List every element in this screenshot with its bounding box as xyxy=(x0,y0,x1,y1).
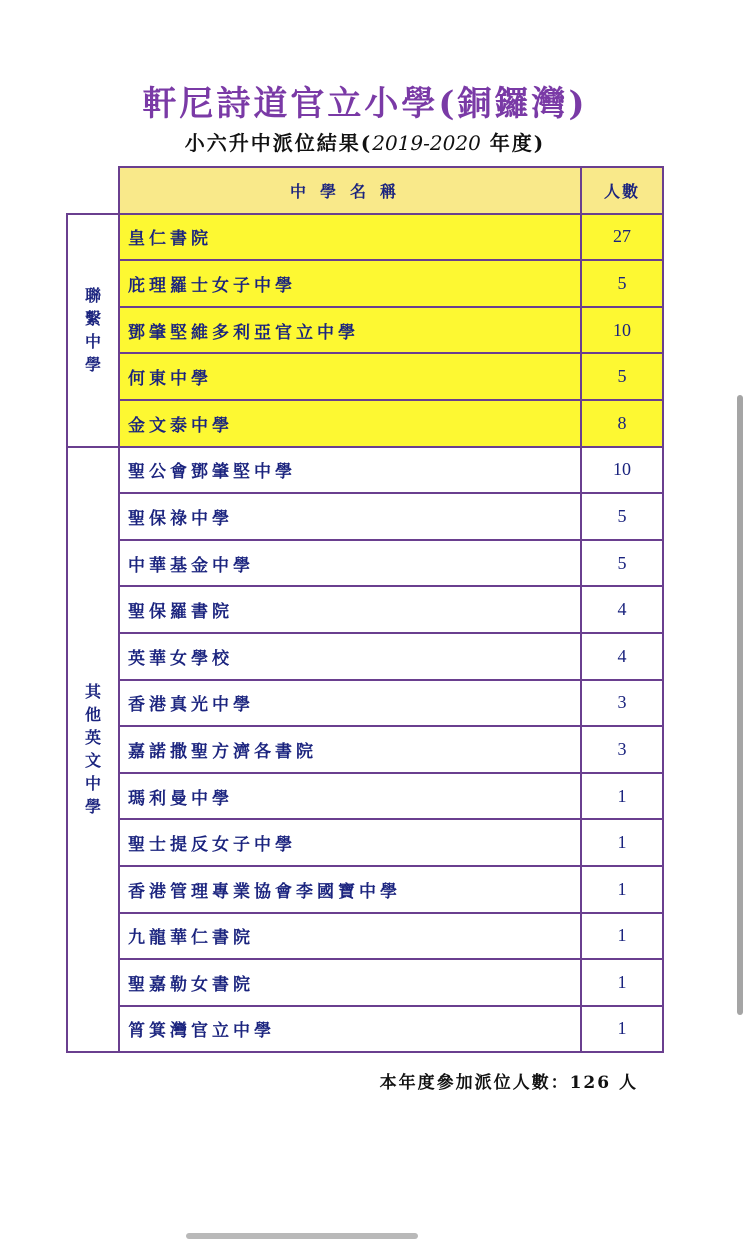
table-row xyxy=(67,260,663,307)
student-count: 5 xyxy=(581,260,663,307)
school-name: 瑪利曼中學 xyxy=(119,773,581,820)
student-count: 10 xyxy=(581,447,663,494)
school-name: 聖嘉勒女書院 xyxy=(119,959,581,1006)
school-name: 中華基金中學 xyxy=(119,540,581,587)
student-count: 5 xyxy=(581,493,663,540)
student-count: 3 xyxy=(581,680,663,727)
group-label-char: 其 xyxy=(84,682,101,702)
group-label-char: 文 xyxy=(84,751,101,771)
group-label-linked-schools xyxy=(67,214,119,447)
student-count: 27 xyxy=(581,214,663,261)
total-participants: 本年度參加派位人數：126 人 xyxy=(379,1073,638,1093)
school-name: 嘉諾撒聖方濟各書院 xyxy=(119,726,581,773)
table-row xyxy=(67,493,663,540)
group-label-char: 繫 xyxy=(84,309,101,329)
student-count: 5 xyxy=(581,540,663,587)
table-row xyxy=(67,214,663,261)
group-label-char: 英 xyxy=(84,728,101,748)
school-name: 香港管理專業協會李國寶中學 xyxy=(119,866,581,913)
school-name: 鄧肇堅維多利亞官立中學 xyxy=(119,307,581,354)
student-count: 10 xyxy=(581,307,663,354)
table-row xyxy=(67,959,663,1006)
school-name: 何東中學 xyxy=(119,353,581,400)
table-row xyxy=(67,400,663,447)
school-name: 香港真光中學 xyxy=(119,680,581,727)
student-count: 1 xyxy=(581,959,663,1006)
student-count: 8 xyxy=(581,400,663,447)
table-row xyxy=(67,586,663,633)
group-label-char: 中 xyxy=(84,332,101,352)
school-name: 皇仁書院 xyxy=(119,214,581,261)
home-indicator[interactable] xyxy=(186,1233,418,1239)
student-count: 1 xyxy=(581,866,663,913)
group-label-char: 學 xyxy=(84,355,101,375)
table-row xyxy=(67,447,663,494)
subtitle-year: 2019-2020 xyxy=(372,131,481,155)
page-subtitle xyxy=(0,127,730,156)
student-count: 3 xyxy=(581,726,663,773)
table-row xyxy=(67,726,663,773)
allocation-table xyxy=(66,166,664,1053)
student-count: 1 xyxy=(581,819,663,866)
group-label-char: 他 xyxy=(84,705,101,725)
table-row xyxy=(67,819,663,866)
school-name: 聖保羅書院 xyxy=(119,586,581,633)
group-label-other-english-schools xyxy=(67,447,119,1053)
table-row xyxy=(67,866,663,913)
table-row xyxy=(67,633,663,680)
group-label-char: 聯 xyxy=(84,286,101,306)
table-row xyxy=(67,353,663,400)
subtitle-end: 年度) xyxy=(480,131,546,155)
school-name: 聖公會鄧肇堅中學 xyxy=(119,447,581,494)
table-row xyxy=(67,1006,663,1053)
school-name: 聖士提反女子中學 xyxy=(119,819,581,866)
table-header-row xyxy=(67,167,663,214)
school-name: 九龍華仁書院 xyxy=(119,913,581,960)
page-title: 軒尼詩道官立小學(銅鑼灣) xyxy=(142,84,588,124)
school-name: 金文泰中學 xyxy=(119,400,581,447)
scrollbar[interactable] xyxy=(737,395,743,1015)
student-count: 4 xyxy=(581,633,663,680)
school-name: 庇理羅士女子中學 xyxy=(119,260,581,307)
student-count: 1 xyxy=(581,773,663,820)
student-count: 1 xyxy=(581,1006,663,1053)
table-corner xyxy=(67,167,119,214)
student-count: 1 xyxy=(581,913,663,960)
group-label-char: 學 xyxy=(84,797,101,817)
table-row xyxy=(67,540,663,587)
subtitle-text: 小六升中派位結果( xyxy=(184,131,373,155)
header-school-name: 中學名稱 xyxy=(119,167,581,214)
school-name: 聖保祿中學 xyxy=(119,493,581,540)
table-row xyxy=(67,680,663,727)
student-count: 4 xyxy=(581,586,663,633)
group-label-char: 中 xyxy=(84,774,101,794)
table-row xyxy=(67,307,663,354)
header-count: 人數 xyxy=(581,167,663,214)
school-name: 筲箕灣官立中學 xyxy=(119,1006,581,1053)
table-row xyxy=(67,913,663,960)
school-name: 英華女學校 xyxy=(119,633,581,680)
student-count: 5 xyxy=(581,353,663,400)
table-row xyxy=(67,773,663,820)
